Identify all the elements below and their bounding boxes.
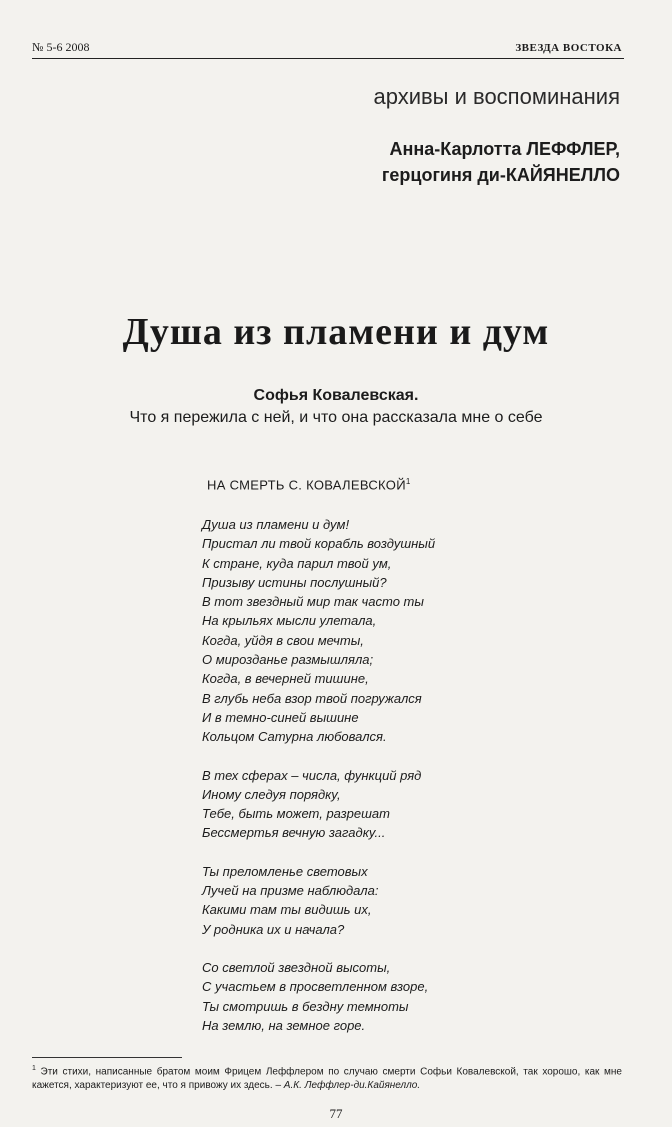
author-block <box>382 136 620 188</box>
subtitle-line-1: Софья Ковалевская. <box>253 387 419 404</box>
poem-line: Со светлой звездной высоты, <box>202 959 391 975</box>
poem-line: На землю, на земное горе. <box>202 1017 366 1033</box>
footnote-mark: 1 <box>32 1065 36 1072</box>
poem-stanza <box>202 766 435 843</box>
poem-heading <box>207 477 411 492</box>
poem-line: В тот звездный мир так часто ты <box>202 594 424 610</box>
footnote-text: Эти стихи, написанные братом моим Фрицем Леффлером по случаю смерти Софьи Ковалевской, так хорошо, как мне кажется, характеризуют ее, что я привожу их здесь. – <box>32 1066 622 1092</box>
poem-line: К стране, куда парил твой ум, <box>202 555 392 571</box>
footnote <box>32 1062 622 1093</box>
poem-body <box>202 515 435 1054</box>
poem-line: Тебе, быть может, разрешат <box>202 806 390 822</box>
poem-line: Ты смотришь в бездну темноты <box>202 998 409 1014</box>
author-title: герцогиня ди-КАЙЯНЕЛЛО <box>381 165 620 185</box>
poem-line: Лучей на призме наблюдала: <box>202 883 379 899</box>
footnote-ref: 1 <box>405 477 411 486</box>
poem-stanza <box>202 862 435 939</box>
poem-line: С участьем в просветленном взоре, <box>202 979 429 995</box>
footnote-rule <box>32 1057 182 1058</box>
article-title: Душа из пламени и дум <box>122 311 550 353</box>
poem-line: Душа из пламени и дум! <box>202 517 350 532</box>
header-rule <box>32 58 624 59</box>
poem-line: В глубь неба взор твой погружался <box>202 690 422 706</box>
poem-line: У родника их и начала? <box>202 921 345 937</box>
poem-stanza <box>202 515 435 747</box>
poem-line: Какими там ты видишь их, <box>202 902 372 918</box>
poem-line: Когда, в вечерней тишине, <box>202 671 369 687</box>
subtitle-line-2: Что я пережила с ней, и что она рассказала мне о себе <box>129 409 543 426</box>
poem-line: О мирозданье размышляла; <box>202 652 374 668</box>
poem-line: Иному следуя порядку, <box>202 786 341 802</box>
journal-title: ЗВЕЗДА ВОСТОКА <box>515 42 622 54</box>
poem-line: На крыльях мысли улетала, <box>202 613 377 629</box>
poem-line: Когда, уйдя в свои мечты, <box>202 632 364 648</box>
poem-stanza <box>202 958 435 1035</box>
poem-line: В тех сферах – числа, функций ряд <box>202 767 422 783</box>
poem-line: Кольцом Сатурна любовался. <box>202 729 387 745</box>
article-subtitle <box>0 385 672 429</box>
poem-line: Пристал ли твой корабль воздушный <box>202 536 436 552</box>
poem-line: Ты преломленье световых <box>202 863 368 879</box>
author-name: Анна-Карлотта ЛЕФФЛЕР, <box>389 139 620 159</box>
poem-line: И в темно-синей вышине <box>202 709 359 725</box>
page-number: 77 <box>329 1106 343 1121</box>
poem-line: Бессмертья вечную загадку... <box>202 825 386 841</box>
footnote-signature: А.К. Леффлер-ди.Кайянелло. <box>283 1080 421 1092</box>
poem-line: Призыву истины послушный? <box>202 574 387 590</box>
issue-number: № 5-6 2008 <box>32 40 90 54</box>
section-title: архивы и воспоминания <box>373 84 620 109</box>
poem-heading-text: НА СМЕРТЬ С. КОВАЛЕВСКОЙ <box>207 477 406 493</box>
